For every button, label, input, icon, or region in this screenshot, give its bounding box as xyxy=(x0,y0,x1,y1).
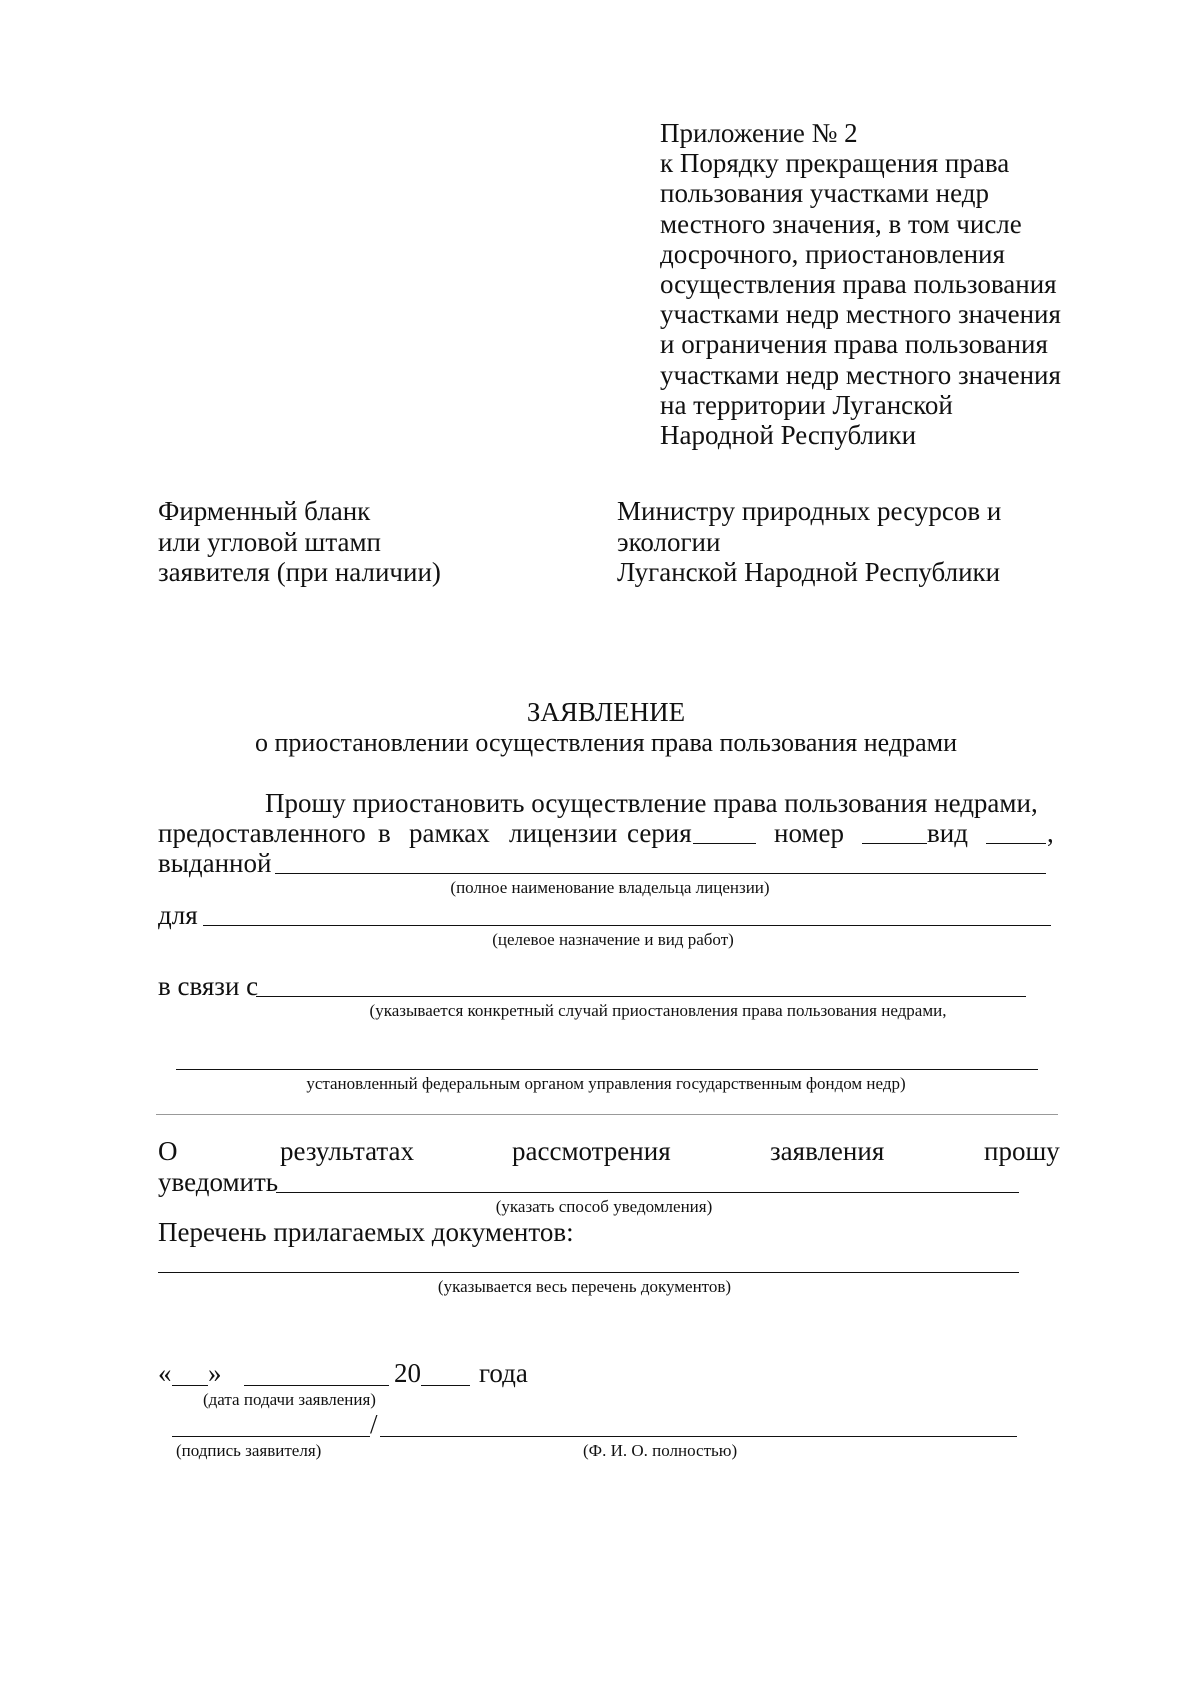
signature-field[interactable] xyxy=(172,1436,370,1437)
annex-block xyxy=(660,118,1061,450)
license-type-field[interactable] xyxy=(986,843,1046,844)
reason-caption-2: установленный федеральным органом управления государственным фондом недр) xyxy=(306,1074,906,1093)
issued-to-caption: (полное наименование владельца лицензии) xyxy=(450,878,770,897)
annex-line: участками недр местного значения xyxy=(660,359,1061,390)
notify-method-field[interactable] xyxy=(276,1192,1019,1193)
reason-label: в связи с xyxy=(158,971,259,1001)
license-number-label: номер xyxy=(774,818,845,848)
date-year-suffix: года xyxy=(479,1358,528,1388)
purpose-field[interactable] xyxy=(203,925,1051,926)
addressee-line: экологии xyxy=(617,526,721,557)
addressee-line: Луганской Народной Республики xyxy=(617,557,1001,587)
annex-line: осуществления права пользования xyxy=(660,269,1057,300)
license-comma: , xyxy=(1047,818,1054,848)
date-close-quote: » xyxy=(208,1358,222,1388)
issued-to-label: выданной xyxy=(158,848,272,878)
addressee-line: Министру природных ресурсов и xyxy=(617,496,1002,526)
request-line: Прошу приостановить осуществление права пользования недрами, xyxy=(265,788,1038,818)
letterhead-line: или угловой штамп xyxy=(158,526,382,557)
date-day-field[interactable] xyxy=(172,1385,208,1386)
reason-caption-1: (указывается конкретный случай приостановления права пользования недрами, xyxy=(369,1001,947,1020)
notify-label: уведомить xyxy=(158,1167,279,1197)
letterhead-line: заявителя (при наличии) xyxy=(158,557,441,587)
date-caption: (дата подачи заявления) xyxy=(203,1390,376,1409)
date-month-field[interactable] xyxy=(244,1385,389,1386)
notify-word: О xyxy=(158,1136,178,1166)
letterhead-line: Фирменный бланк xyxy=(158,496,371,526)
license-word: предоставленного xyxy=(158,818,366,848)
reason-field-2[interactable] xyxy=(176,1069,1038,1070)
annex-line: Народной Республики xyxy=(660,420,917,451)
annex-line: на территории Луганской xyxy=(660,389,953,420)
addressee-block xyxy=(617,496,1001,588)
annex-line: пользования участками недр xyxy=(660,178,989,209)
annex-line: местного значения, в том числе xyxy=(660,208,1022,239)
annex-line: досрочного, приостановления xyxy=(660,238,1005,269)
license-number-field[interactable] xyxy=(862,843,927,844)
annex-line: и ограничения права пользования xyxy=(660,329,1048,360)
issued-to-field[interactable] xyxy=(275,873,1046,874)
annex-line: к Порядку прекращения права xyxy=(660,148,1010,179)
notify-word: рассмотрения xyxy=(512,1136,671,1166)
signature-slash: / xyxy=(370,1409,378,1439)
license-word: лицензии xyxy=(509,818,618,848)
license-series-field[interactable] xyxy=(693,843,756,844)
documents-caption: (указывается весь перечень документов) xyxy=(437,1277,732,1296)
purpose-caption: (целевое назначение и вид работ) xyxy=(492,930,734,949)
date-year-prefix: 20 xyxy=(394,1358,421,1388)
date-year-field[interactable] xyxy=(421,1385,470,1386)
annex-line: участками недр местного значения xyxy=(660,299,1061,330)
reason-field[interactable] xyxy=(256,996,1026,997)
full-name-field[interactable] xyxy=(380,1436,1017,1437)
license-word: рамках xyxy=(409,818,490,848)
section-divider xyxy=(156,1114,1058,1115)
letterhead-block xyxy=(158,496,441,588)
full-name-caption: (Ф. И. О. полностью) xyxy=(583,1441,738,1460)
notify-word: заявления xyxy=(770,1136,885,1166)
signature-caption: (подпись заявителя) xyxy=(176,1441,322,1460)
documents-label: Перечень прилагаемых документов: xyxy=(158,1217,574,1247)
license-word: в xyxy=(378,818,391,848)
license-word: серия xyxy=(627,818,692,848)
document-title: ЗАЯВЛЕНИЕ xyxy=(526,697,686,727)
license-type-label: вид xyxy=(927,818,968,848)
annex-line: Приложение № 2 xyxy=(660,118,858,148)
notify-caption: (указать способ уведомления) xyxy=(495,1197,713,1216)
document-subtitle: о приостановлении осуществления права пользования недрами xyxy=(255,728,957,757)
purpose-label: для xyxy=(158,900,198,930)
date-open-quote: « xyxy=(158,1358,172,1388)
notify-word: прошу xyxy=(984,1136,1060,1166)
notify-word: результатах xyxy=(280,1136,415,1166)
documents-field[interactable] xyxy=(158,1272,1019,1273)
